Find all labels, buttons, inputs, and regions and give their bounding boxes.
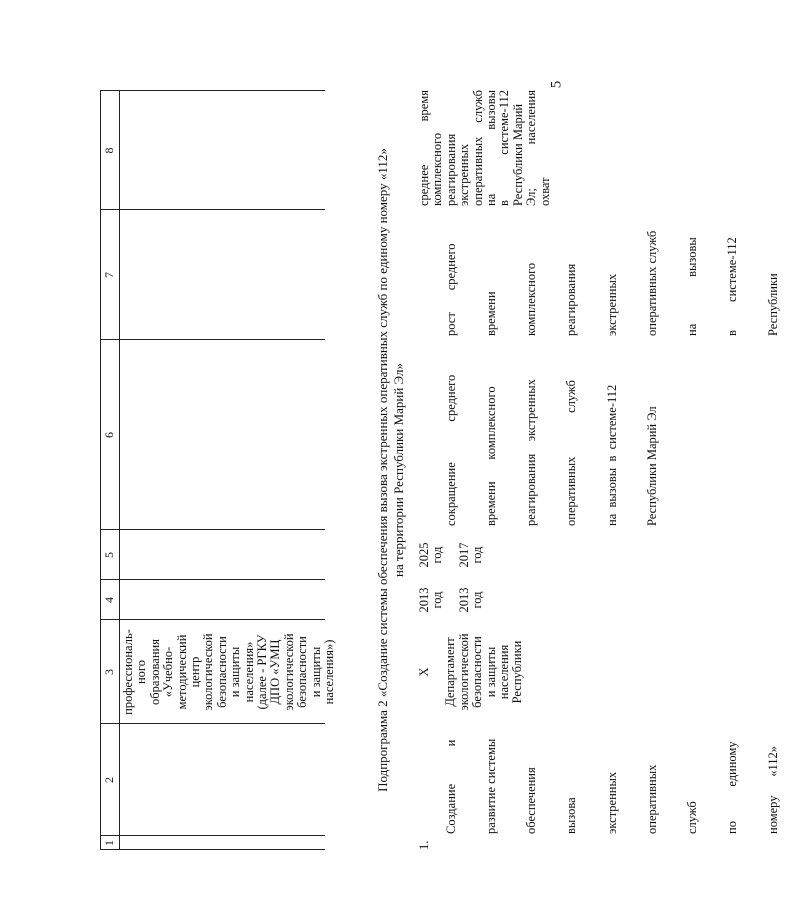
row-col4-start: 2013 год 2013 год [417, 587, 485, 613]
col-num-5: 5 [102, 552, 116, 558]
row-col5-end: 2025 год 2017 год [417, 542, 485, 568]
col-num-1: 1 [102, 840, 116, 846]
continuation-col3: профессиональ- ного образования «Учебно- методический центр экологической безопасности и защиты населения» (далее - РГКУ ДПО «УМЦ экологической безопасности и защиты населения») [121, 629, 337, 715]
page-number: 5 [547, 80, 564, 89]
row-number: 1. [417, 840, 431, 850]
row-col6-result: сокращение среднего времени комплексного реагирования экстренных оперативных служб на вызовы в системе-112 Республики Марий Эл [443, 374, 659, 526]
row-col7-indicator: рост среднего времени комплексного реагирования экстренных оперативных служб на вызовы в системе-112 Республики [443, 230, 780, 336]
row-col3-executor: Х Департамент экологической безопасности и защиты населения Республики [417, 633, 525, 711]
col-num-2: 2 [102, 777, 116, 783]
rotated-sheet: 1 2 3 4 5 6 7 8 профессиональ- ного образования «Учебно- методический центр экологической безопасности и защиты населения» (далее - РГКУ ДПО «УМЦ экологической безопасности и защиты населения») Подпрограмма 2 «Создание системы обеспечения вызова экстренных оперативных служб по единому номеру «112» на территории Республики Марий Эл» 1. Создание и развитие системы обеспечения вызова экстренных оперативных служб по единому номеру «112» Х Департамент экологической безопасности и защиты населения Республики 2013 год 2013 год 2025 год 2017 год сокращение среднего времени комплексного реагирования экстренных оперативных служб на вызовы в системе-112 Республики Марий Эл рост среднего времени комплексного реагирования экстренных оперативных служб на вызовы в системе-112 Республики среднее комплексного реагирования экстренных оперативных на в Республики Марий Эл; охват время служб вызовы системе-112 населения [100, 90, 560, 850]
subprogram-title: Подпрограмма 2 «Создание системы обеспечения вызова экстренных оперативных служб по единому номеру «112» на территории Республики Марий Эл» [375, 148, 406, 792]
row-col2-name: Создание и развитие системы обеспечения вызова экстренных оперативных служб по единому номеру «112» [443, 738, 780, 834]
table-grid [100, 90, 325, 850]
col-num-6: 6 [102, 432, 116, 438]
col-num-4: 4 [102, 597, 116, 603]
col-num-8: 8 [102, 147, 116, 154]
col-num-7: 7 [102, 272, 116, 278]
col-num-3: 3 [102, 669, 116, 675]
